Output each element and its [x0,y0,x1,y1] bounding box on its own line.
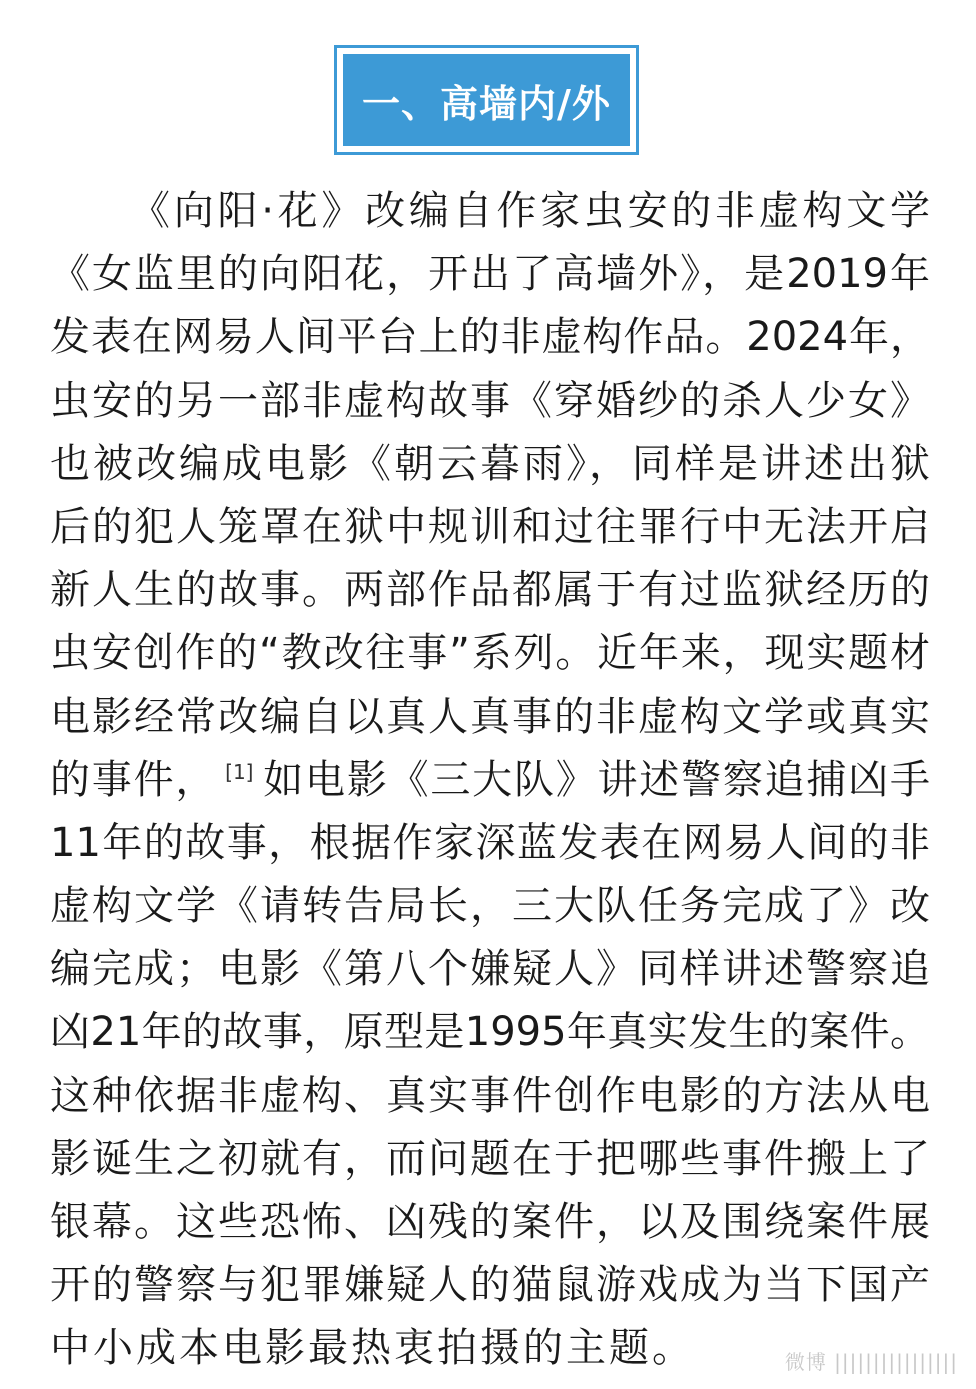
text-line: 《向阳·花》改编自作家虫安的非虚构文学 [130,188,930,234]
text-line: 电影经常改编自以真人真事的非虚构文学或真实 [50,693,930,740]
text-line: 这种依据非虚构、真实事件创作电影的方法从电 [50,1072,930,1119]
text-line: 虫安创作的“教改往事”系列。近年来，现实题材 [50,630,930,677]
text-line: 凶21年的故事，原型是1995年真实发生的案件。 [50,1009,930,1056]
text-line: 后的犯人笼罩在狱中规训和过往罪行中无法开启 [50,503,930,550]
section-heading-frame [334,45,639,155]
text-line: 影诞生之初就有，而问题在于把哪些事件搬上了 [50,1135,930,1182]
section-heading: 一、高墙内/外 [343,54,630,146]
text-line: 编完成；电影《第八个嫌疑人》同样讲述警察追 [50,946,930,993]
text-line: 开的警察与犯罪嫌疑人的猫鼠游戏成为当下国产 [50,1262,930,1309]
footnote-marker[interactable]: [1] [225,759,254,784]
text-line: 银幕。这些恐怖、凶残的案件，以及围绕案件展 [50,1199,930,1245]
text-line: 《女监里的向阳花，开出了高墙外》，是2019年 [50,251,930,298]
weibo-watermark: 微博 |||||||||||||||| [784,1350,958,1374]
text-line: 虫安的另一部非虚构故事《穿婚纱的杀人少女》 [50,377,930,424]
text-fragment: 如电影《三大队》讲述警察追捕凶手 [261,756,931,803]
text-line: 中小成本电影最热衷拍摄的主题。 [50,1325,695,1372]
text-line-with-footnote [50,749,930,812]
text-fragment: 的事件， [50,756,218,803]
text-line: 也被改编成电影《朝云暮雨》，同样是讲述出狱 [50,440,930,487]
text-line: 虚构文学《请转告局长，三大队任务完成了》改 [50,883,930,930]
text-line: 发表在网易人间平台上的非虚构作品。2024年， [50,314,930,361]
text-line: 11年的故事，根据作家深蓝发表在网易人间的非 [50,819,930,866]
text-line: 新人生的故事。两部作品都属于有过监狱经历的 [50,567,930,614]
article-body [50,180,930,1381]
